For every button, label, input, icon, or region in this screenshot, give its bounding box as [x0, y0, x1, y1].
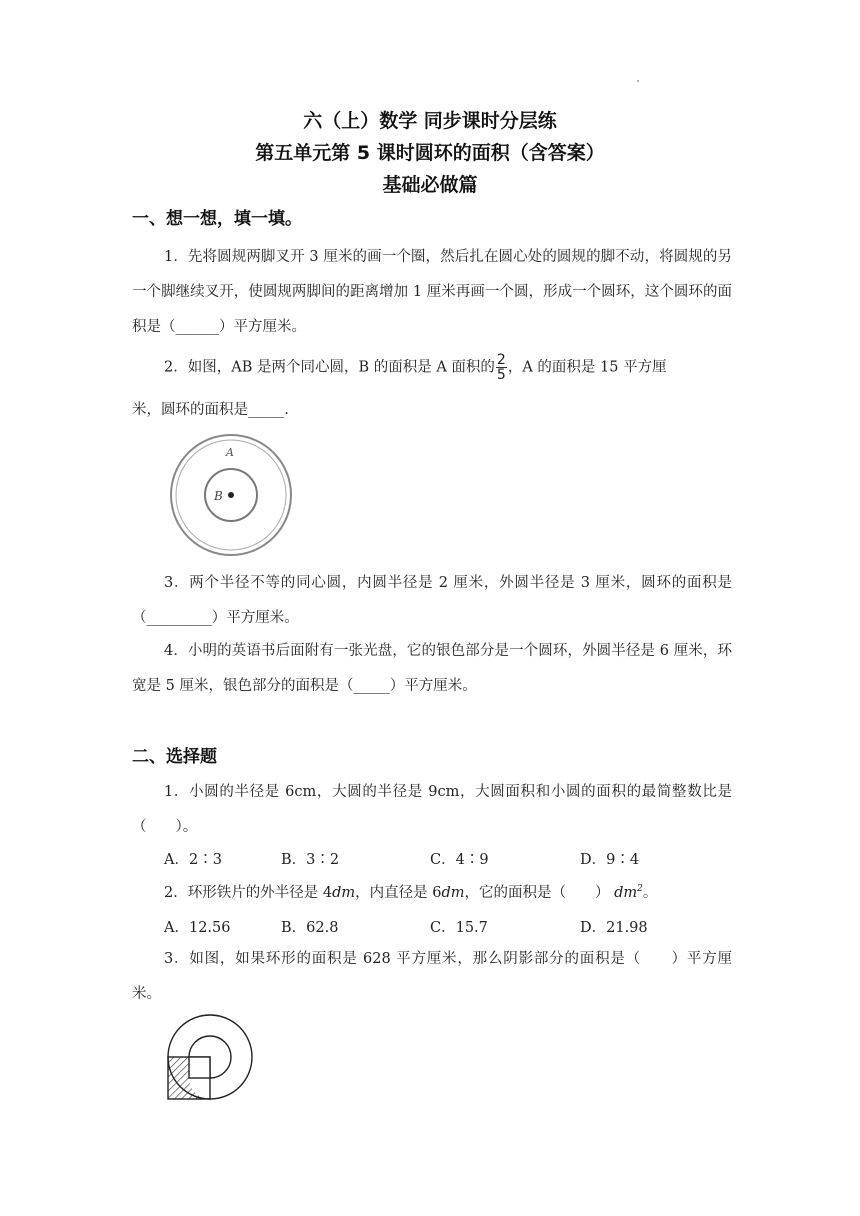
speck-mark	[637, 80, 639, 82]
center-point	[228, 492, 234, 498]
choice-q1-option-d: D．9∶4	[580, 852, 640, 868]
choice-q1-option-b: B．3∶2	[281, 852, 340, 868]
unit-dm-squared	[614, 885, 643, 901]
fill-q4: 4．小明的英语书后面附有一张光盘，它的银色部分是一个圆环，外圆半径是 6 厘米，环宽是 5 厘米，银色部分的面积是（_____）平方厘米。	[132, 643, 732, 694]
section1-heading: 一、想一想，填一填。	[132, 209, 302, 229]
choice-q1-option-a: A．2∶3	[164, 852, 222, 868]
fill-q1: 1．先将圆规两脚叉开 3 厘米的画一个圈，然后扎在圆心处的圆规的脚不动，将圆规的另一个脚继续叉开，使圆规两脚间的距离增加 1 厘米再画一个圆，形成一个圆环，这个圆环的面积是（______）平方厘米。	[132, 249, 732, 335]
choice-q2-text-a: 2．环形铁片的外半径是 4	[164, 885, 333, 901]
doc-title-line1: 六（上）数学 同步课时分层练	[303, 110, 557, 132]
superscript-2: 2	[637, 884, 643, 895]
choice-q2-option-b: B．62.8	[281, 920, 339, 936]
choice-q2-text-end: 。	[642, 885, 658, 901]
choice-q3: 3．如图，如果环形的面积是 628 平方厘米，那么阴影部分的面积是（ ）平方厘米。	[132, 951, 732, 1002]
choice-q2	[164, 881, 657, 902]
unit-dm: dm	[614, 885, 638, 901]
fraction-denominator: 5	[496, 367, 506, 383]
label-a: A	[226, 446, 234, 459]
choice-q1-option-c: C．4∶9	[430, 852, 489, 868]
section2-heading: 二、选择题	[132, 747, 217, 767]
unit-dm: dm	[332, 885, 356, 901]
choice-q2-text-c: ，它的面积是（ ）	[464, 885, 610, 901]
label-b: B	[214, 489, 223, 503]
doc-title-line3: 基础必做篇	[382, 174, 478, 196]
choice-q2-option-a: A．12.56	[164, 920, 231, 936]
fill-q2-line2: 米，圆环的面积是_____.	[132, 402, 289, 418]
doc-title-line2: 第五单元第 5 课时圆环的面积（含答案）	[255, 142, 605, 164]
choice-q2-option-d: D．21.98	[580, 920, 648, 936]
fraction-numerator: 2	[496, 352, 506, 368]
choice-q1: 1．小圆的半径是 6cm，大圆的半径是 9cm，大圆面积和小圆的面积的最简整数比是（ ）。	[132, 784, 732, 835]
unit-dm: dm	[441, 885, 465, 901]
choice-q2-option-c: C．15.7	[430, 920, 488, 936]
fill-q3: 3．两个半径不等的同心圆，内圆半径是 2 厘米，外圆半径是 3 厘米，圆环的面积是（_________）平方厘米。	[132, 575, 732, 626]
fill-q2-text-after: ，A 的面积是 15 平方厘	[507, 359, 667, 376]
choice-q2-text-b: ，内直径是 6	[355, 885, 442, 901]
fraction	[496, 353, 507, 382]
fill-q2-line1	[164, 353, 667, 382]
fill-q2-text-before: 2．如图，AB 是两个同心圆，B 的面积是 A 面积的	[164, 359, 495, 376]
ring-square-figure	[162, 1012, 258, 1108]
concentric-circles-figure	[168, 432, 296, 560]
small-square	[189, 1057, 210, 1078]
